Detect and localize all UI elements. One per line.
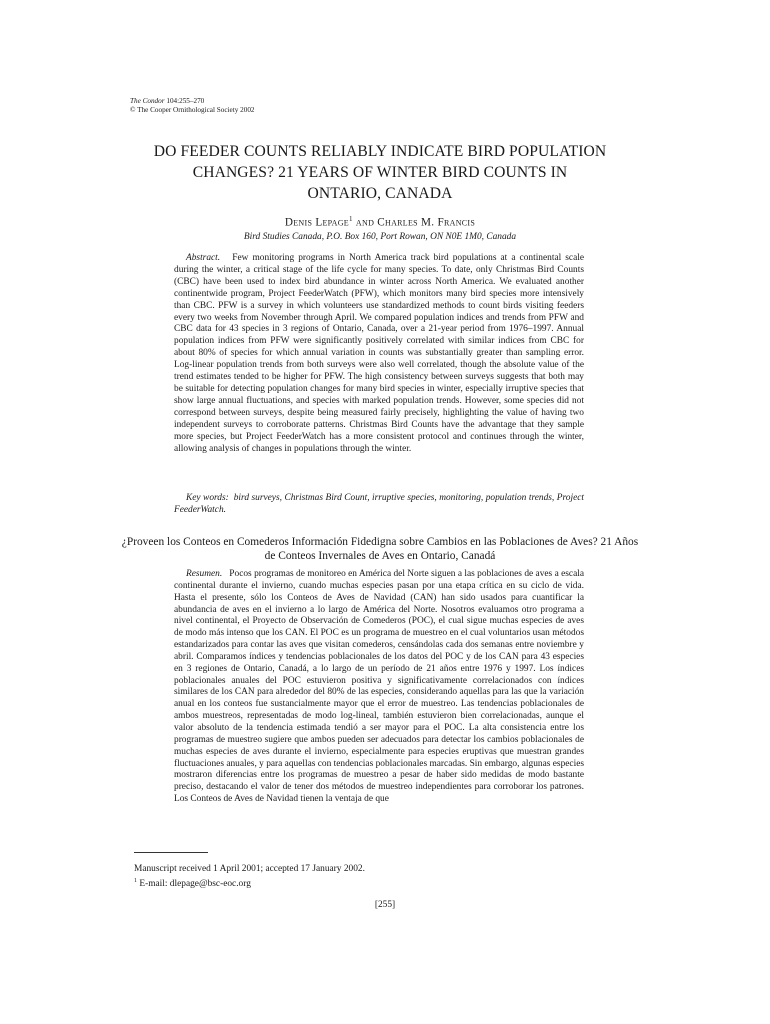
author-email: E-mail: dlepage@bsc-eoc.org [139,879,251,890]
footnote-mark: 1 [349,215,353,223]
resumen [174,569,584,806]
volume-pages: 104:255–270 [166,97,205,105]
journal-header [130,97,255,115]
abstract-label: Abstract. [186,253,221,263]
abstract-text: Few monitoring programs in North America track bird populations at a continental scale during the winter, a critical stage of the life cycle for many species. To date, only Christmas Bird Counts (CBC) have been used to index bird abundance in winter across North America. We evaluated another continentwide program, Project FeederWatch (PFW), which monitors many bird species more intensively than CBC. PFW is a survey in which volunteers use standardized methods to count birds visiting feeders every two weeks from November through April. We compared population indices and trends from PFW and CBC data for 43 species in 3 regions of Ontario, Canada, over a 21-year period from 1976–1997. Annual population indices from PFW were significantly positively correlated with similar indices from CBC for about 80% of species for which annual variation in counts was substantially greater than sampling error. Log-linear population trends from both surveys were also well correlated, though the absolute value of the trend estimates tended to be higher for PFW. The high consistency between surveys suggests that both may be suitable for detecting population changes for many bird species in winter, especially irruptive species that show large annual fluctuations, and species with marked population trends. However, some species did not correspond between surveys, despite being measured fairly precisely, highlighting the value of having two independent surveys to corroborate patterns. Christmas Bird Counts have the advantage that they sample more species, but Project FeederWatch has a more consistent protocol and continues through the winter, allowing analysis of changes in populations through the winter. [174,253,584,454]
copyright-line: © The Cooper Ornithological Society 2002 [130,106,255,114]
author-name: Denis Lepage [284,216,349,229]
abstract [174,253,584,455]
keywords-label: Key words: [186,493,229,503]
footnote-mark: 1 [134,878,137,884]
resumen-label: Resumen. [186,569,223,579]
footnote-divider [134,852,208,853]
author-list [100,212,660,230]
author-name: Charles M. Francis [377,216,476,229]
title-line: DO FEEDER COUNTS RELIABLY INDICATE BIRD POPULATION [153,143,607,160]
affiliation: Bird Studies Canada, P.O. Box 160, Port Rowan, ON N0E 1M0, Canada [243,232,517,242]
title-line: CHANGES? 21 YEARS OF WINTER BIRD COUNTS IN [192,164,568,181]
manuscript-dates: Manuscript received 1 April 2001; accepted 17 January 2002. [134,864,365,874]
author-conjunction: and [352,216,378,229]
article-title [100,141,660,204]
keywords [174,493,584,517]
resumen-text: Pocos programas de monitoreo en América del Norte siguen a las poblaciones de aves a escala continental durante el invierno, cuando muchas especies pasan por una etapa crítica en su ciclo de vida. Hasta el presente, sólo los Conteos de Aves de Navidad (CAN) han sido usados para cuantificar la abundancia de aves en el invierno a lo largo de América del Norte. Nosotros evaluamos otro programa a nivel continental, el Proyecto de Observación de Comederos (POC), el cual sigue muchas especies de aves de modo más intenso que los CAN. El POC es un programa de muestreo en el cual voluntarios usan métodos estandarizados para contar las aves que visitan comederos, censándolas cada dos semanas entre noviembre y abril. Comparamos índices y tendencias poblacionales de los datos del POC y de los CAN para 43 especies en 3 regiones de Ontario, Canadá, a lo largo de un período de 21 años entre 1976 y 1997. Los índices poblacionales anuales del POC estuvieron positiva y significativamente correlacionados con índices similares de los CAN para alrededor del 80% de las especies, considerando aquellas para las que la variación anual en los conteos fue sustancialmente mayor que el error de muestreo. Las tendencias poblacionales de ambos muestreos, representadas de modo log-lineal, también estuvieron bien correlacionadas, aunque el valor absoluto de la tendencia estimada tendió a ser mayor para el POC. La alta consistencia entre los programas de muestreo sugiere que ambos pueden ser adecuados para detectar los cambios poblacionales de muchas especies de aves durante el invierno, especialmente para especies eruptivas que muestran grandes fluctuaciones anuales, y para aquellas con tendencias poblacionales marcadas. Sin embargo, algunas especies mostraron diferencias entre los programas de muestreo a pesar de haber sido medidas de modo bastante preciso, destacando el valor de tener dos métodos de muestreo independientes para corroborar los patrones. Los Conteos de Aves de Navidad tienen la ventaja de que [174,569,584,805]
spanish-title: ¿Proveen los Conteos en Comederos Información Fidedigna sobre Cambios en las Poblaciones de Aves? 21 Años de Conteos Invernales de Aves en Ontario, Canadá [121,536,639,562]
title-line: ONTARIO, CANADA [307,185,453,202]
journal-name: The Condor [130,97,165,105]
keywords-text: bird surveys, Christmas Bird Count, irruptive species, monitoring, population trends, Project FeederWatch. [174,493,584,515]
footnotes [134,863,365,890]
page-number: [255] [374,900,396,910]
